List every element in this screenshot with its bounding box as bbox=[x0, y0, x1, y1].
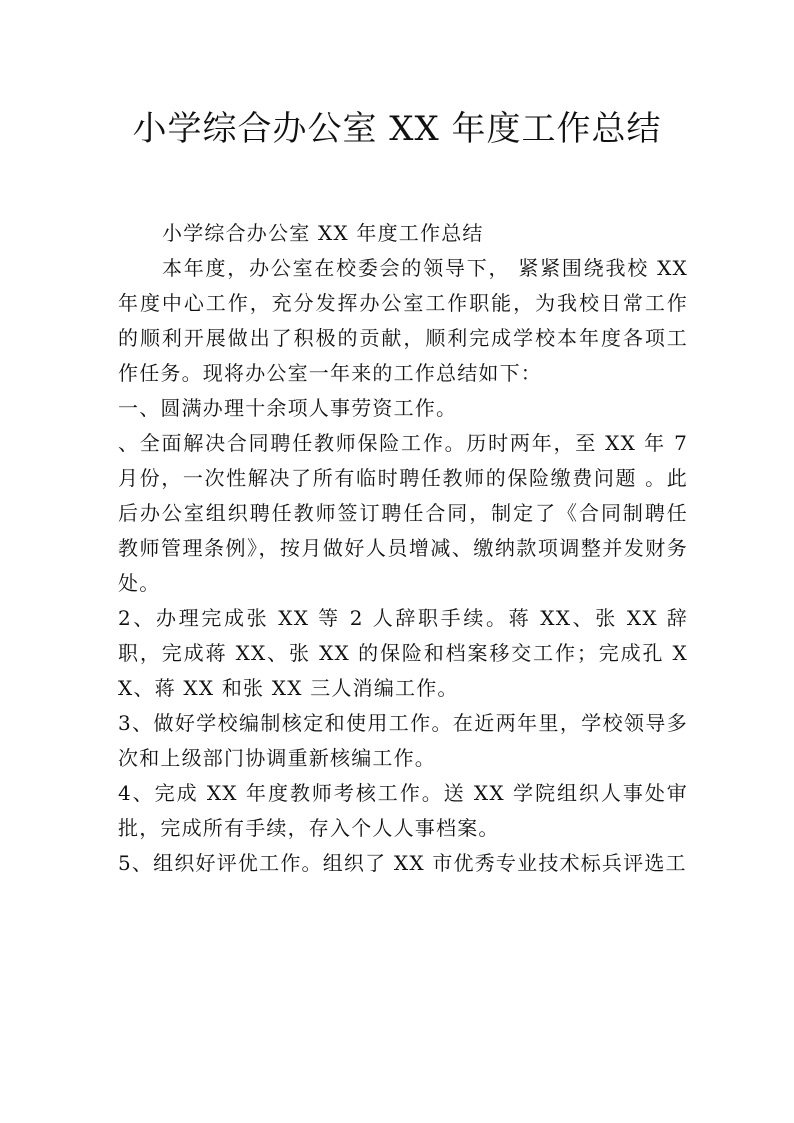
paragraph-item-1: 、全面解决合同聘任教师保险工作。历时两年，至 XX 年 7 月份，一次性解决了所有临时聘任教师的保险缴费问题 。此后办公室组织聘任教师签订聘任合同，制定了《合同制聘任教师管理条例》，按月做好人员增减、缴纳款项调整并发财务处。 bbox=[118, 431, 688, 595]
paragraph-item-5: 5、组织好评优工作。组织了 XX 市优秀专业技术标兵评选工 bbox=[118, 851, 687, 875]
paragraph-item-4: 4、完成 XX 年度教师考核工作。送 XX 学院组织人事处审批，完成所有手续，存入个人人事档案。 bbox=[118, 781, 688, 840]
document-body bbox=[118, 216, 688, 881]
document-title: 小学综合办公室 XX 年度工作总结 bbox=[132, 109, 662, 149]
paragraph-item-2: 2、办理完成张 XX 等 2 人辞职手续。蒋 XX、张 XX 辞职，完成蒋 XX、张 XX 的保险和档案移交工作；完成孔 XX、蒋 XX 和张 XX 三人消编工作。 bbox=[118, 606, 688, 700]
paragraph-section-heading: 一、圆满办理十余项人事劳资工作。 bbox=[118, 396, 458, 420]
paragraph-subtitle: 小学综合办公室 XX 年度工作总结 bbox=[162, 221, 484, 245]
paragraph-intro: 本年度，办公室在校委会的领导下， 紧紧围绕我校 XX 年度中心工作，充分发挥办公室工作职能，为我校日常工作的顺利开展做出了积极的贡献，顺利完成学校本年度各项工作任务。现将办公室一年来的工作总结如下： bbox=[118, 256, 688, 385]
paragraph-item-3: 3、做好学校编制核定和使用工作。在近两年里，学校领导多次和上级部门协调重新核编工作。 bbox=[118, 711, 688, 770]
